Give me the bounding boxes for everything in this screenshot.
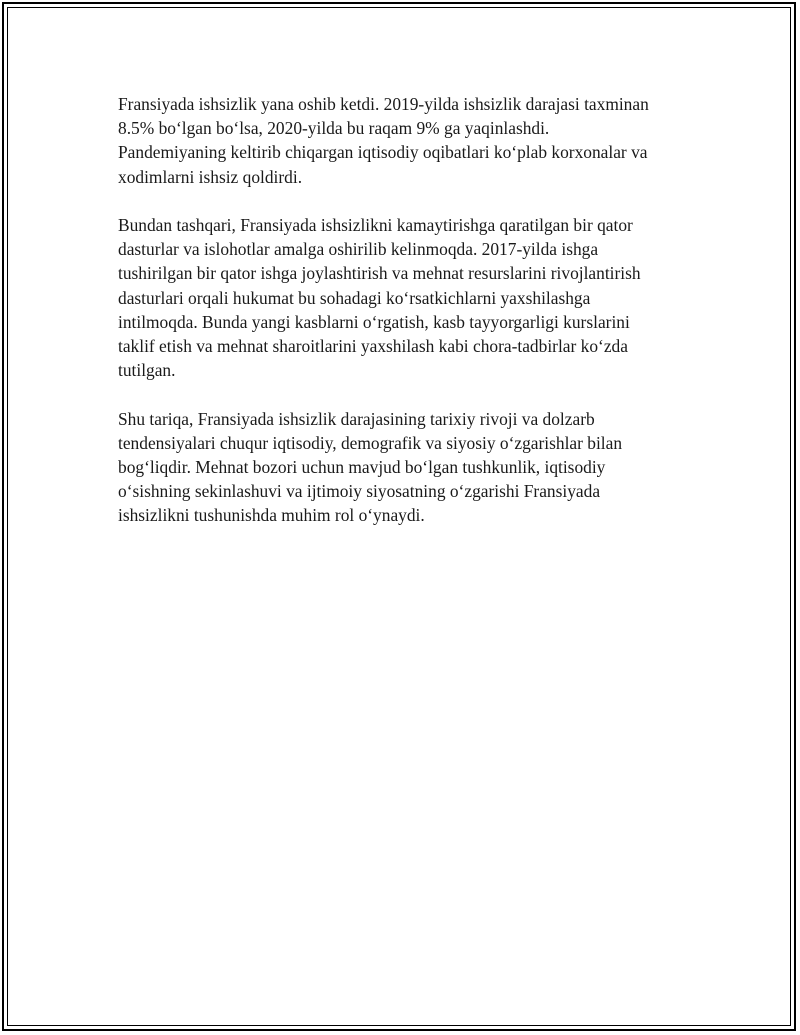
text-line: 8.5% bo‘lgan bo‘lsa, 2020-yilda bu raqam 9% ga yaqinlashdi.: [118, 118, 550, 139]
text-line: dasturlar va islohotlar amalga oshirilib kelinmoqda. 2017-yilda ishga: [118, 239, 599, 260]
text-line: dasturlari orqali hukumat bu sohadagi ko‘rsatkichlarni yaxshilashga: [118, 287, 591, 308]
text-line: Shu tariqa, Fransiyada ishsizlik darajasining tarixiy rivoji va dolzarb: [118, 408, 595, 429]
text-line: xodimlarni ishsiz qoldirdi.: [118, 166, 303, 187]
text-line: bog‘liqdir. Mehnat bozori uchun mavjud bo‘lgan tushkunlik, iqtisodiy: [118, 457, 606, 478]
text-line: tendensiyalari chuqur iqtisodiy, demografik va siyosiy o‘zgarishlar bilan: [118, 432, 623, 453]
text-line: Bundan tashqari, Fransiyada ishsizlikni kamaytirishga qaratilgan bir qator: [118, 215, 633, 235]
text-line: tutilgan.: [118, 360, 176, 381]
paragraph-1: [118, 92, 698, 189]
text-line: ishsizlikni tushunishda muhim rol o‘ynaydi.: [118, 505, 425, 526]
text-line: tushirilgan bir qator ishga joylashtirish va mehnat resurslarini rivojlantirish: [118, 263, 641, 284]
text-line: intilmoqda. Bunda yangi kasblarni o‘rgatish, kasb tayyorgarligi kurslarini: [118, 311, 630, 332]
document-body: [118, 92, 698, 552]
paragraph-2: [118, 213, 698, 382]
text-line: o‘sishning sekinlashuvi va ijtimoiy siyosatning o‘zgarishi Fransiyada: [118, 481, 601, 502]
text-line: taklif etish va mehnat sharoitlarini yaxshilash kabi chora-tadbirlar ko‘zda: [118, 336, 628, 357]
text-line: Pandemiyaning keltirib chiqargan iqtisodiy oqibatlari ko‘plab korxonalar va: [118, 142, 648, 163]
text-line: Fransiyada ishsizlik yana oshib ketdi. 2019-yilda ishsizlik darajasi taxminan: [118, 94, 649, 114]
paragraph-3: [118, 407, 698, 528]
